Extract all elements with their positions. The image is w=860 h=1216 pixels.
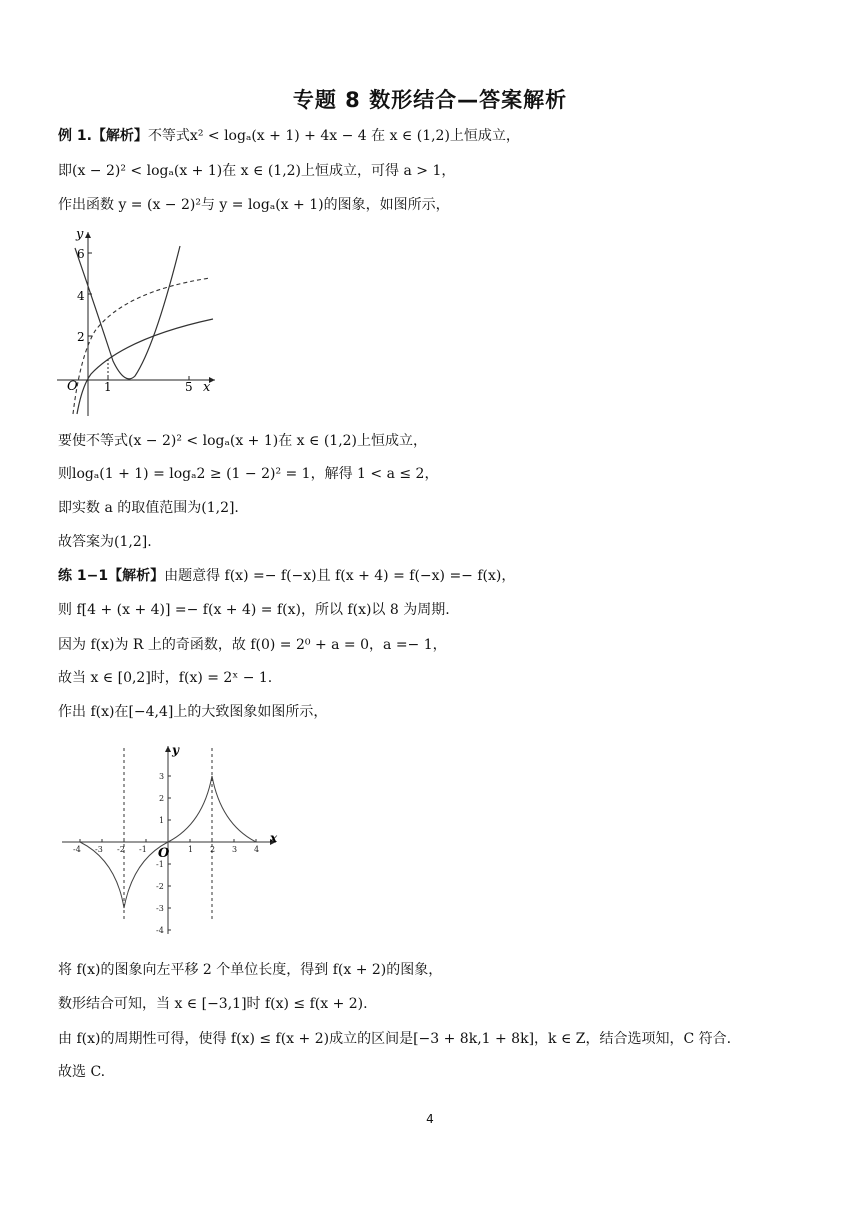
x-axis-label: x <box>203 380 211 395</box>
example1-line7: 故答案为(1,2]. <box>58 534 152 550</box>
practice1-label: 练 1−1【解析】 <box>58 568 165 584</box>
page-title: 专题 8 数形结合—答案解析 <box>292 88 568 112</box>
x-tick-label: -1 <box>139 845 147 854</box>
y-tick-label: 4 <box>77 289 85 303</box>
parabola-curve <box>75 246 180 379</box>
y-tick-label: -1 <box>156 860 164 869</box>
x-tick-label: 2 <box>210 845 216 854</box>
y-axis-label: y <box>172 743 179 757</box>
example1-line5: 则logₐ(1 + 1) = logₐ2 ≥ (1 − 2)² = 1，解得 1 < a ≤ 2， <box>58 466 439 482</box>
practice1-line4: 故当 x ∈ [0,2]时，f(x) = 2ˣ − 1. <box>58 670 273 686</box>
figure-2-graph <box>58 742 288 940</box>
origin-label: O <box>67 379 78 394</box>
x-tick-label: 4 <box>254 845 260 854</box>
practice1-line2: 则 f[4 + (x + 4)] =− f(x + 4) = f(x)，所以 f(x)以 8 为周期. <box>58 602 450 618</box>
practice1-line1-text: 由题意得 f(x) =− f(−x)且 f(x + 4) = f(−x) =− f(x)， <box>164 568 516 584</box>
x-tick-label: -2 <box>117 845 125 854</box>
y-tick-label: 6 <box>77 247 85 261</box>
practice1-line7: 数形结合可知，当 x ∈ [−3,1]时 f(x) ≤ f(x + 2). <box>58 996 368 1012</box>
y-axis-label: y <box>76 227 84 242</box>
example1-line3: 作出函数 y = (x − 2)²与 y = logₐ(x + 1)的图象，如图所示， <box>58 197 450 213</box>
log-curve-solid <box>77 319 213 414</box>
y-tick-label: -2 <box>156 882 164 891</box>
y-tick-label: 3 <box>159 772 165 781</box>
example1-line1 <box>58 126 520 146</box>
example1-label: 例 1.【解析】 <box>58 128 148 144</box>
y-tick-label: 2 <box>159 794 165 803</box>
x-tick-label: 1 <box>188 845 194 854</box>
page-number: 4 <box>426 1112 434 1126</box>
origin-label: O <box>158 846 170 861</box>
practice1-line1 <box>58 566 515 586</box>
practice1-line8: 由 f(x)的周期性可得，使得 f(x) ≤ f(x + 2)成立的区间是[−3 + 8k,1 + 8k]，k ∈ Z，结合选项知，C 符合. <box>58 1031 732 1047</box>
practice1-line5: 作出 f(x)在[−4,4]上的大致图象如图所示， <box>58 704 328 720</box>
practice1-line3: 因为 f(x)为 R 上的奇函数，故 f(0) = 2⁰ + a = 0，a =− 1， <box>58 637 447 653</box>
practice1-line6: 将 f(x)的图象向左平移 2 个单位长度，得到 f(x + 2)的图象， <box>58 962 443 978</box>
y-tick-label: -4 <box>156 926 164 935</box>
y-tick-label: -3 <box>156 904 164 913</box>
x-axis-label: x <box>270 831 278 845</box>
x-tick-label: 3 <box>232 845 238 854</box>
example1-line1-text: 不等式x² < logₐ(x + 1) + 4x − 4 在 x ∈ (1,2)上恒成立， <box>147 128 520 144</box>
example1-line6: 即实数 a 的取值范围为(1,2]. <box>58 500 239 516</box>
x-tick-label: -3 <box>95 845 103 854</box>
figure-1-graph <box>55 226 225 418</box>
y-tick-label: 1 <box>159 816 165 825</box>
x-tick-label: -4 <box>73 845 81 854</box>
y-tick-label: 2 <box>77 330 85 344</box>
example1-line4: 要使不等式(x − 2)² < logₐ(x + 1)在 x ∈ (1,2)上恒成立， <box>58 433 428 449</box>
practice1-line9: 故选 C. <box>58 1064 106 1080</box>
x-tick-label: 5 <box>185 380 193 394</box>
x-tick-label: 1 <box>104 380 112 394</box>
example1-line2: 即(x − 2)² < logₐ(x + 1)在 x ∈ (1,2)上恒成立，可得 a > 1， <box>58 163 456 179</box>
